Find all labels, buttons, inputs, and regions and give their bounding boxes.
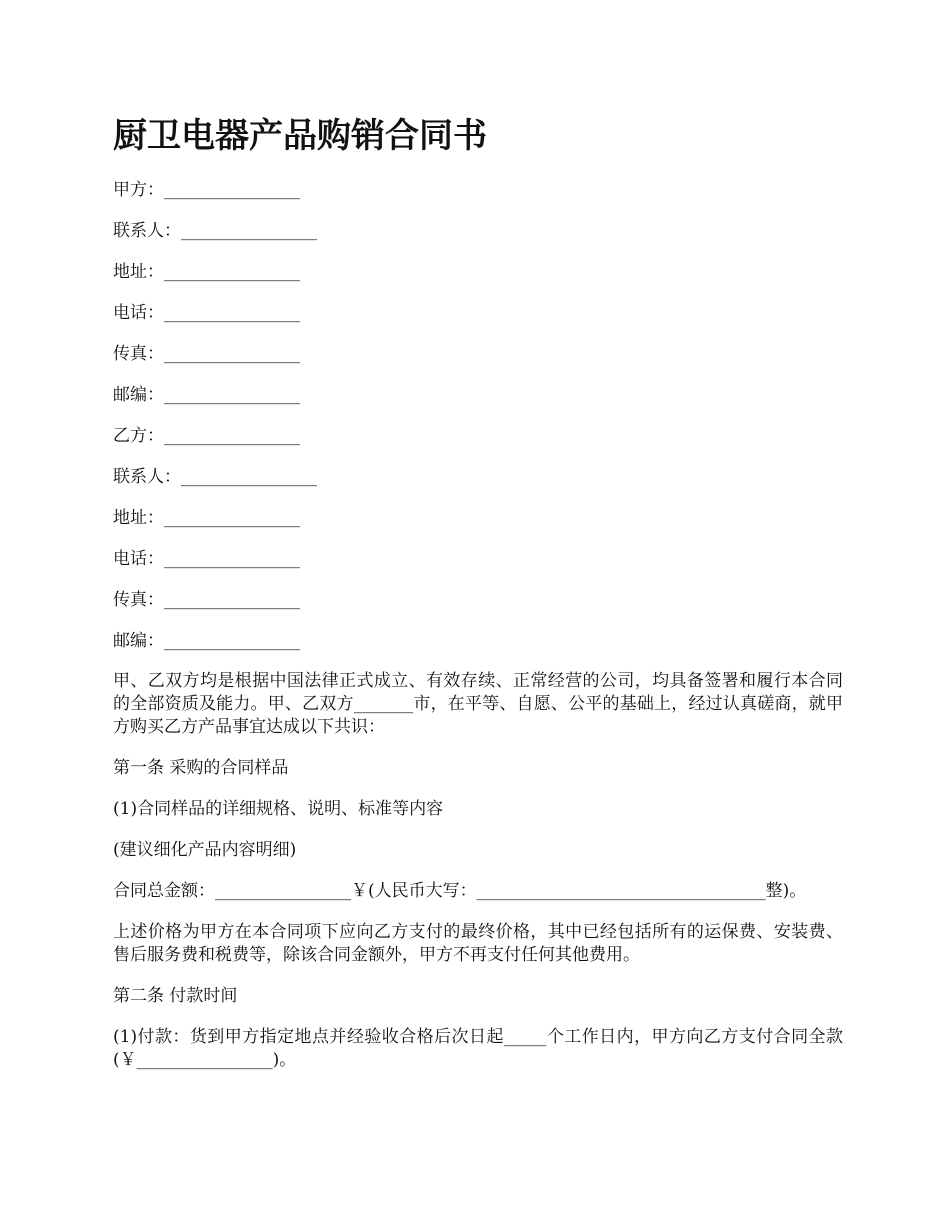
price-statement-paragraph: 上述价格为甲方在本合同项下应向乙方支付的最终价格，其中已经包括所有的运保费、安装费、售后服务费和税费等，除该合同金额外，甲方不再支付任何其他费用。 [113,922,843,965]
article-1-note: (建议细化产品内容明细) [113,840,297,860]
total-amount-paragraph: 合同总金额：________________￥(人民币大写：__________________________________整)。 [113,881,807,901]
party-b-contact-field: 联系人：________________ [113,467,317,487]
party-a-fax-field: 传真：________________ [113,344,300,364]
party-a-contact-field: 联系人：________________ [113,221,317,241]
party-b-fax-field: 传真：________________ [113,590,300,610]
document-page [113,112,843,1090]
article-1-heading: 第一条 采购的合同样品 [113,758,289,778]
party-a-phone-field: 电话：________________ [113,303,300,323]
party-b-postcode-field: 邮编：________________ [113,631,300,651]
article-2-item-1: (1)付款：货到甲方指定地点并经验收合格后次日起_____个工作日内，甲方向乙方支付合同全款(￥________________)。 [113,1027,843,1070]
party-a-address-field: 地址：________________ [113,262,300,282]
article-2-heading: 第二条 付款时间 [113,986,238,1006]
party-a-name-field: 甲方：________________ [113,180,300,200]
article-1-item-1: (1)合同样品的详细规格、说明、标准等内容 [113,799,444,819]
party-a-postcode-field: 邮编：________________ [113,385,300,405]
party-b-name-field: 乙方：________________ [113,426,300,446]
party-b-phone-field: 电话：________________ [113,549,300,569]
document-title: 厨卫电器产品购销合同书 [113,116,487,156]
preamble-paragraph: 甲、乙双方均是根据中国法律正式成立、有效存续、正常经营的公司，均具备签署和履行本合同的全部资质及能力。甲、乙双方_______市，在平等、自愿、公平的基础上，经过认真磋商，就甲方购买乙方产品事宜达成以下共识： [113,671,843,737]
party-b-address-field: 地址：________________ [113,508,300,528]
